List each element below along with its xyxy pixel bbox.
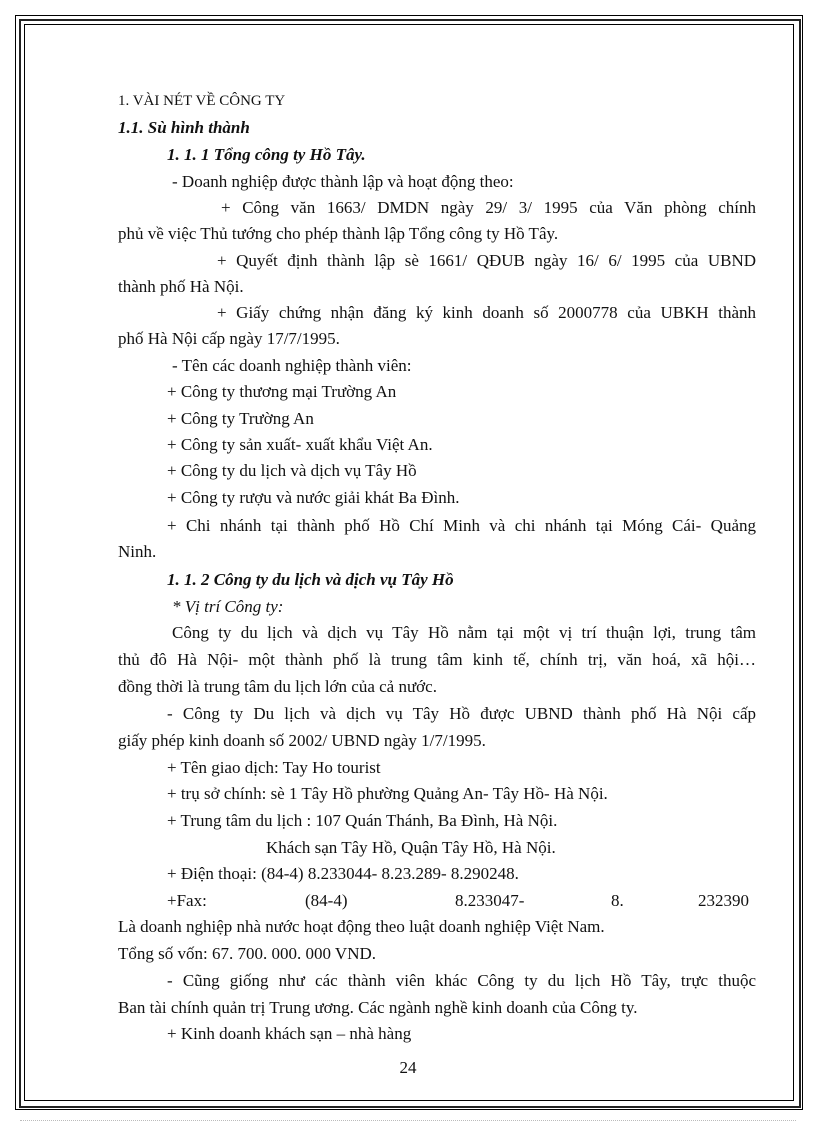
cong-van-line-2: phủ về việc Thủ tướng cho phép thành lập Tổng công ty Hồ Tây. xyxy=(118,224,559,243)
tong-von: Tổng số vốn: 67. 700. 000. 000 VND. xyxy=(118,944,376,963)
section-heading: 1. VÀI NÉT VỀ CÔNG TY xyxy=(118,93,286,109)
kinh-doanh: + Kinh doanh khách sạn – nhà hàng xyxy=(167,1024,412,1043)
member-item: + Công ty sản xuất- xuất khẩu Việt An. xyxy=(167,435,433,454)
trung-tam: + Trung tâm du lịch : 107 Quán Thánh, Ba Đình, Hà Nội. xyxy=(167,811,558,830)
fax-label: +Fax: xyxy=(167,891,207,910)
member-item: + Công ty rượu và nước giải khát Ba Đình. xyxy=(167,488,460,507)
giay-chung-nhan-line-2: phố Hà Nội cấp ngày 17/7/1995. xyxy=(118,329,340,348)
cung-giong-line-1: - Cũng giống như các thành viên khác Công ty du lịch Hồ Tây, trực thuộc xyxy=(167,971,756,990)
ten-giao-dich: + Tên giao dịch: Tay Ho tourist xyxy=(167,758,381,777)
dien-thoai: + Điện thoại: (84-4) 8.233044- 8.23.289- 8.290248. xyxy=(167,864,519,883)
member-item: + Công ty Trường An xyxy=(167,409,314,428)
heading-tong-cong-ty: 1. 1. 1 Tổng công ty Hồ Tây. xyxy=(167,145,366,164)
la-doanh-nghiep: Là doanh nghiệp nhà nước hoạt động theo luật doanh nghiệp Việt Nam. xyxy=(118,917,605,936)
page-number: 24 xyxy=(399,1058,417,1077)
quyet-dinh-line-1: + Quyết định thành lập sè 1661/ QĐUB ngày 16/ 6/ 1995 của UBND xyxy=(217,251,756,270)
member-item: + Công ty du lịch và dịch vụ Tây Hồ xyxy=(167,461,417,480)
tru-so: + trụ sở chính: sè 1 Tây Hồ phường Quảng An- Tây Hồ- Hà Nội. xyxy=(167,784,608,803)
vi-tri-line-2: thủ đô Hà Nội- một thành phố là trung tâm kinh tế, chính trị, văn hoá, xã hội… xyxy=(118,650,756,669)
fax-prefix: (84-4) xyxy=(305,891,348,910)
fax-number-2: 8. xyxy=(611,891,624,910)
intro-line: - Doanh nghiệp được thành lập và hoạt động theo: xyxy=(172,172,514,191)
giay-phep-line-2: giấy phép kinh doanh số 2002/ UBND ngày 1/7/1995. xyxy=(118,731,486,750)
cong-van-line-1: + Công văn 1663/ DMDN ngày 29/ 3/ 1995 của Văn phòng chính xyxy=(221,198,756,217)
quyet-dinh-line-2: thành phố Hà Nội. xyxy=(118,277,244,296)
chi-nhanh-line-2: Ninh. xyxy=(118,542,157,561)
footer-dotted-line xyxy=(20,1120,796,1121)
giay-chung-nhan-line-1: + Giấy chứng nhận đăng ký kinh doanh số 2000778 của UBKH thành xyxy=(217,303,756,322)
heading-tay-ho: 1. 1. 2 Công ty du lịch và dịch vụ Tây Hồ xyxy=(167,570,454,589)
fax-number-3: 232390 xyxy=(698,891,749,910)
chi-nhanh-line-1: + Chi nhánh tại thành phố Hồ Chí Minh và chi nhánh tại Móng Cái- Quảng xyxy=(167,516,756,535)
vi-tri-heading: * Vị trí Công ty: xyxy=(172,597,284,616)
subsection-heading: 1.1. Sù hình thành xyxy=(118,118,250,137)
member-item: + Công ty thương mại Trường An xyxy=(167,382,397,401)
cung-giong-line-2: Ban tài chính quản trị Trung ương. Các ngành nghề kinh doanh của Công ty. xyxy=(118,998,638,1017)
fax-number-1: 8.233047- xyxy=(455,891,525,910)
khach-san: Khách sạn Tây Hồ, Quận Tây Hồ, Hà Nội. xyxy=(266,838,556,857)
vi-tri-line-1: Công ty du lịch và dịch vụ Tây Hồ nằm tại một vị trí thuận lợi, trung tâm xyxy=(172,623,756,642)
vi-tri-line-3: đồng thời là trung tâm du lịch lớn của cả nước. xyxy=(118,677,437,696)
members-intro: - Tên các doanh nghiệp thành viên: xyxy=(172,356,412,375)
giay-phep-line-1: - Công ty Du lịch và dịch vụ Tây Hồ được UBND thành phố Hà Nội cấp xyxy=(167,704,756,723)
